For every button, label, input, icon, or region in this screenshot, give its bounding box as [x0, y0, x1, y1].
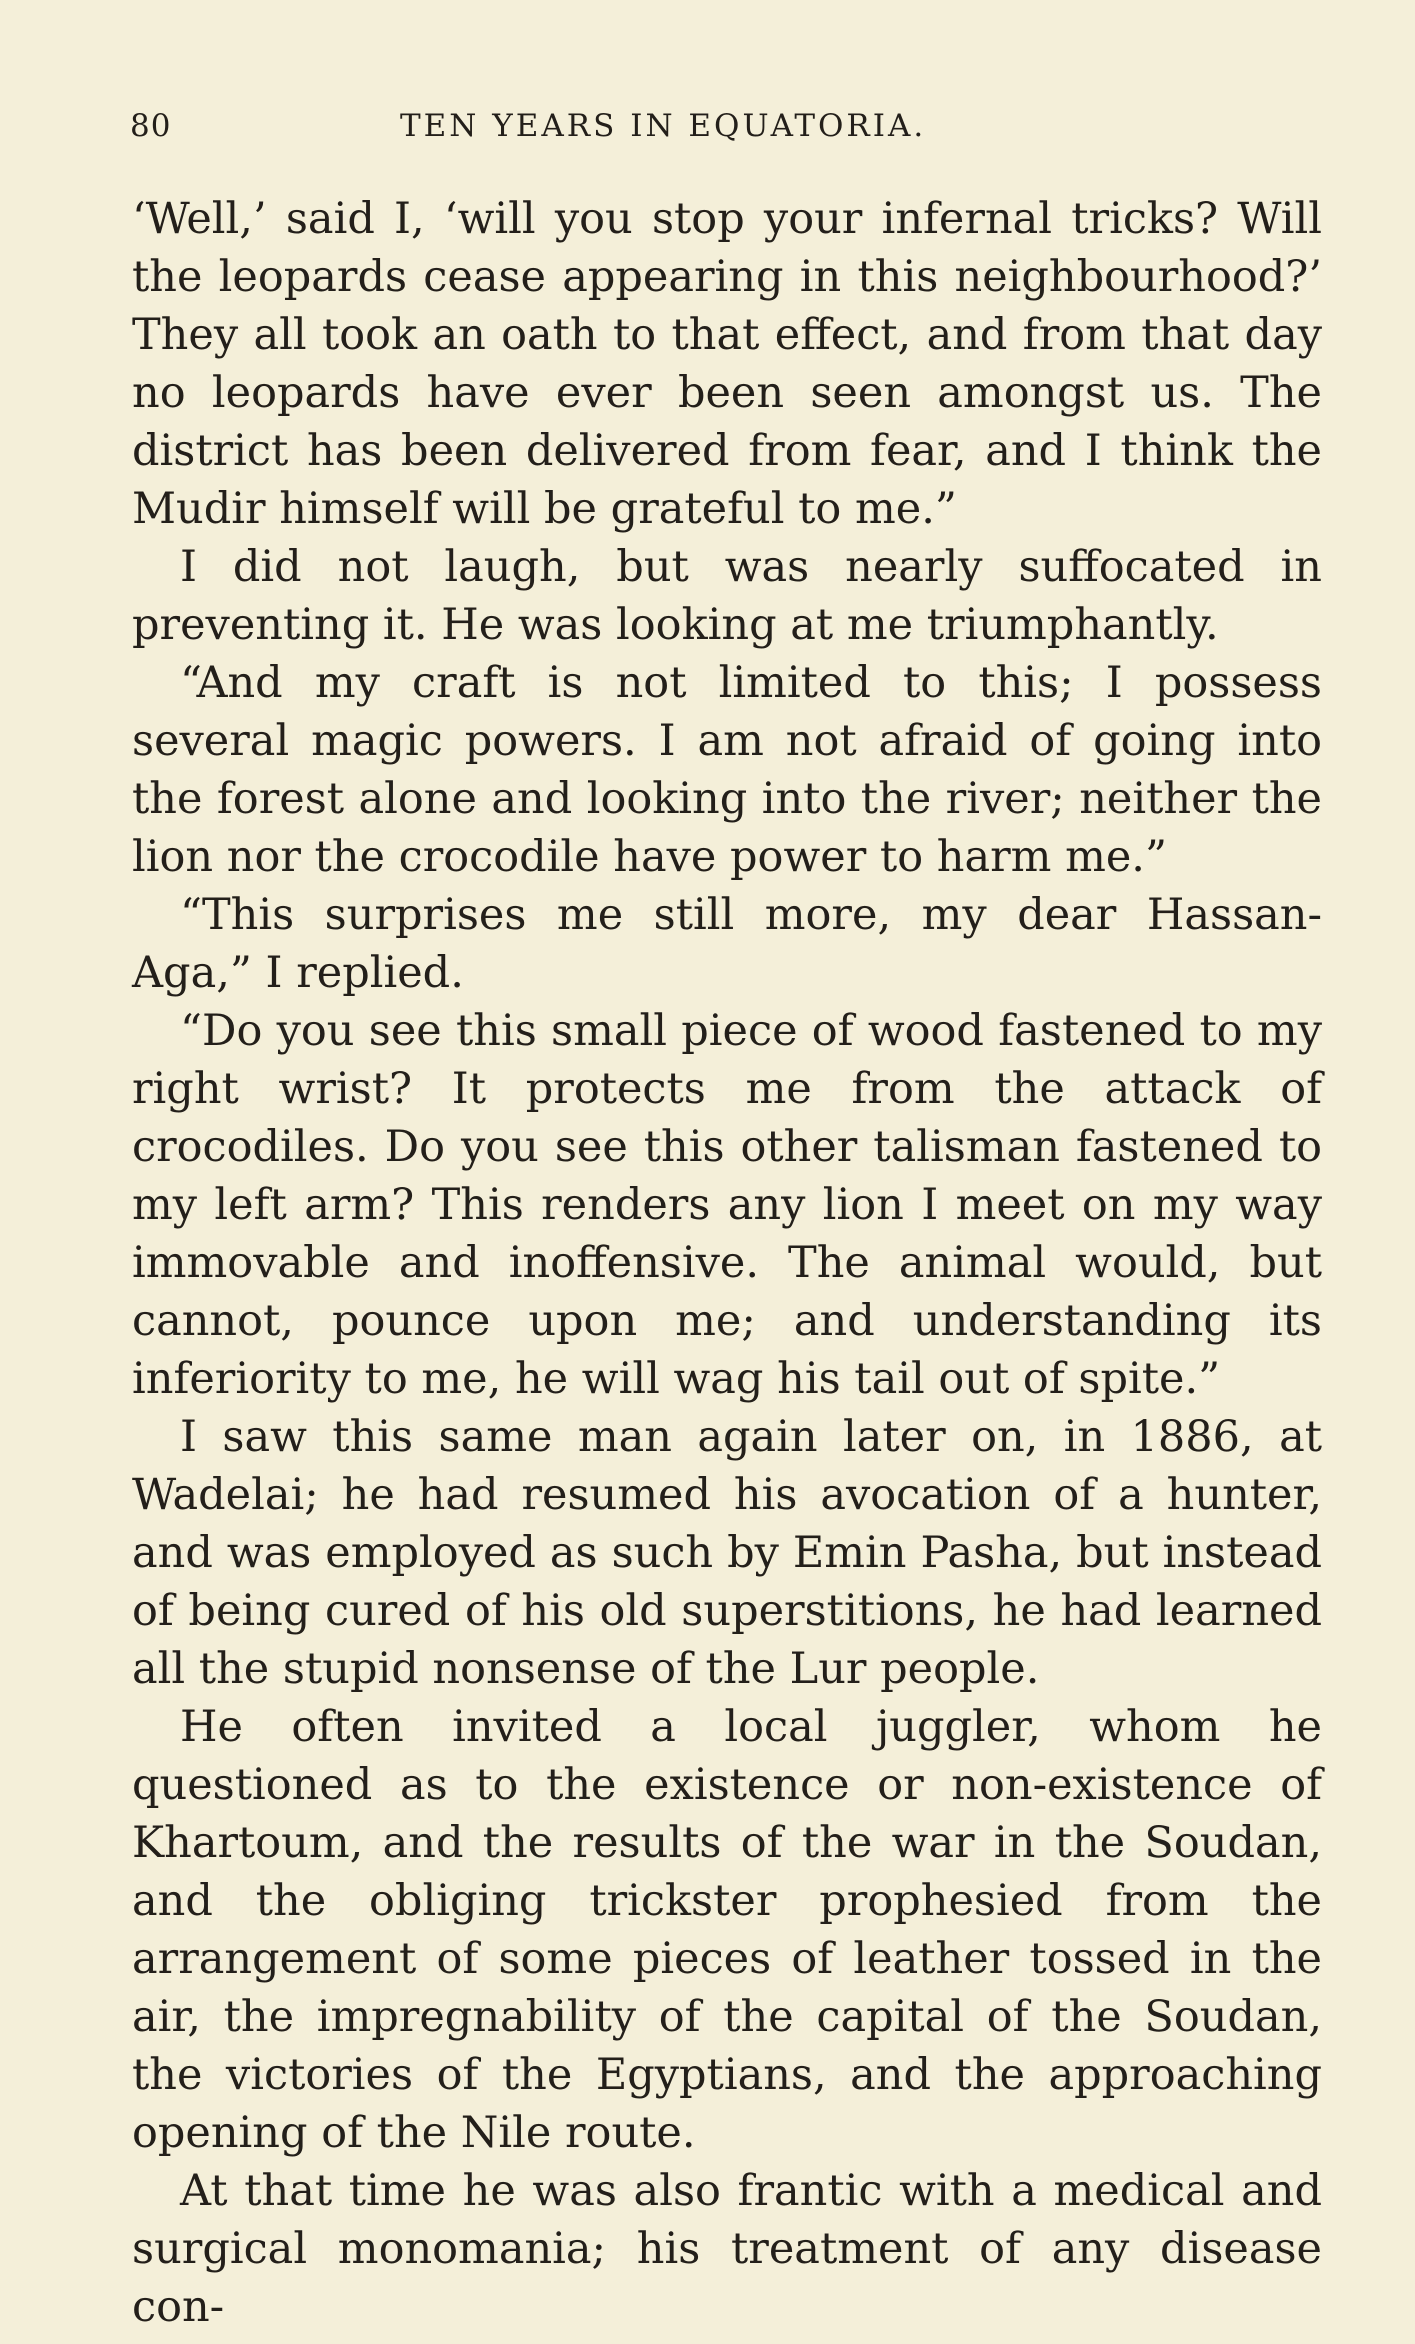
paragraph: I did not laugh, but was nearly suffocated in preventing it. He was looking at me triumphantly.	[132, 542, 1322, 650]
paragraph: At that time he was also frantic with a medical and surgical monomania; his treatment of any disease con-	[132, 2166, 1322, 2332]
paragraph: “This surprises me still more, my dear Hassan-Aga,” I replied.	[132, 890, 1322, 998]
paragraph: “Do you see this small piece of wood fastened to my right wrist? It protects me from the attack of crocodiles. Do you see this other talisman fastened to my left arm? This renders any lion I meet on my way immovable and inoffensive. The animal would, but cannot, pounce upon me; and understanding its inferiority to me, he will wag his tail out of spite.”	[132, 1006, 1322, 1404]
paragraph: “And my craft is not limited to this; I possess several magic powers. I am not afraid of going into the forest alone and looking into the river; neither the lion nor the crocodile have power to harm me.”	[132, 658, 1322, 882]
page-header	[130, 108, 1320, 158]
page-number: 80	[130, 108, 172, 144]
running-title: TEN YEARS IN EQUATORIA.	[400, 108, 927, 144]
paragraph: I saw this same man again later on, in 1886, at Wadelai; he had resumed his avocation of a hunter, and was employed as such by Emin Pasha, but instead of being cured of his old superstitions, he had learned all the stupid nonsense of the Lur people.	[132, 1412, 1322, 1694]
paragraph: He often invited a local juggler, whom he questioned as to the existence or non-existence of Khartoum, and the results of the war in the Soudan, and the obliging trickster prophesied from the arrangement of some pieces of leather tossed in the air, the impregnability of the capital of the Soudan, the victories of the Egyptians, and the approaching opening of the Nile route.	[132, 1702, 1322, 2158]
paragraph: ‘Well,’ said I, ‘will you stop your infernal tricks? Will the leopards cease appearing in this neighbourhood?’ They all took an oath to that effect, and from that day no leopards have ever been seen amongst us. The district has been delivered from fear, and I think the Mudir himself will be grateful to me.”	[132, 194, 1322, 534]
body-text	[132, 190, 1322, 2336]
